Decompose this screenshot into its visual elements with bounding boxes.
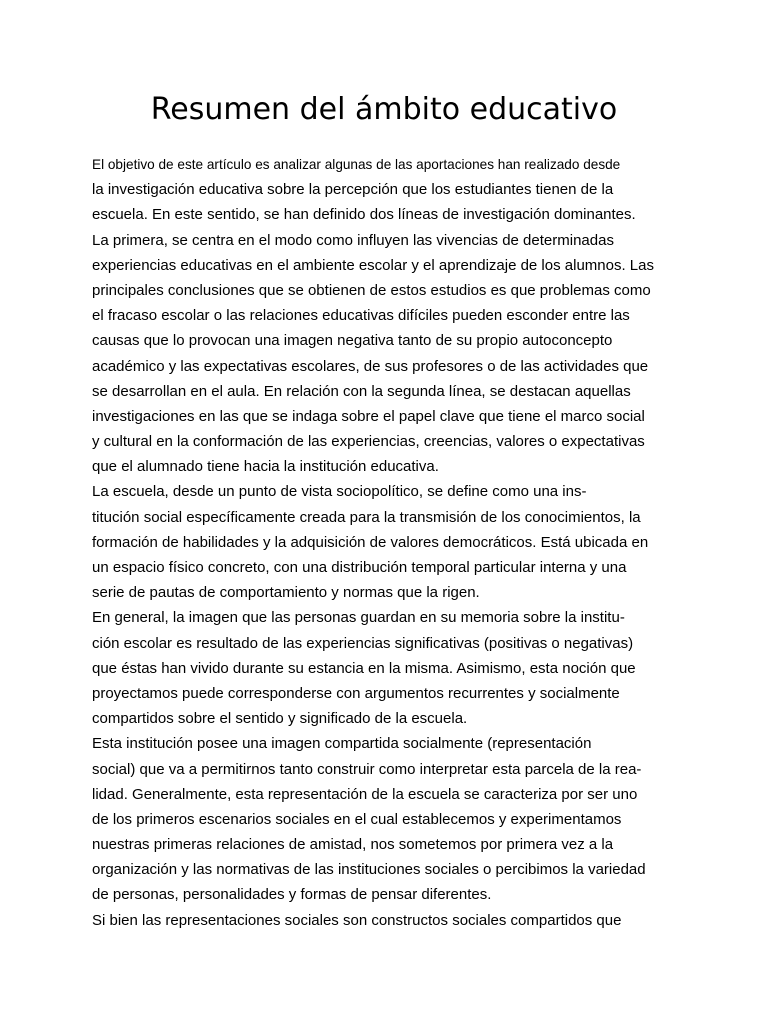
text-line: se desarrollan en el aula. En relación con la segunda línea, se destacan aquellas	[92, 382, 631, 400]
text-line: Si bien las representaciones sociales son constructos sociales compartidos que	[92, 911, 622, 929]
text-line: social) que va a permitirnos tanto construir como interpretar esta parcela de la rea-	[92, 760, 642, 778]
text-line: formación de habilidades y la adquisición de valores democráticos. Está ubicada en	[92, 533, 649, 551]
text-line: proyectamos puede corresponderse con argumentos recurrentes y socialmente	[92, 684, 620, 702]
text-line: lidad. Generalmente, esta representación de la escuela se caracteriza por ser uno	[92, 785, 638, 803]
text-line: académico y las expectativas escolares, de sus profesores o de las actividades que	[92, 357, 649, 375]
text-line: un espacio físico concreto, con una distribución temporal particular interna y una	[92, 559, 627, 576]
text-line: causas que lo provocan una imagen negativa tanto de su propio autoconcepto	[92, 332, 613, 350]
text-line: y cultural en la conformación de las experiencias, creencias, valores o expectativas	[92, 433, 645, 451]
text-line: compartidos sobre el sentido y significado de la escuela.	[92, 710, 468, 728]
text-line: titución social específicamente creada para la transmisión de los conocimientos, la	[92, 508, 641, 526]
text-line: que el alumnado tiene hacia la institución educativa.	[92, 458, 439, 476]
text-line: que éstas han vivido durante su estancia en la misma. Asimismo, esta noción que	[92, 659, 636, 677]
text-line: principales conclusiones que se obtienen de estos estudios es que problemas como	[92, 281, 651, 299]
document-title: Resumen del ámbito educativo	[150, 92, 618, 127]
text-line: investigaciones en las que se indaga sobre el papel clave que tiene el marco social	[92, 407, 645, 425]
text-line: experiencias educativas en el ambiente escolar y el aprendizaje de los alumnos. Las	[92, 256, 654, 274]
text-line: el fracaso escolar o las relaciones educativas difíciles pueden esconder entre las	[92, 307, 630, 325]
text-line: de los primeros escenarios sociales en el cual establecemos y experimentamos	[92, 810, 622, 828]
document-body	[92, 152, 672, 933]
text-line: la investigación educativa sobre la percepción que los estudiantes tienen de la	[92, 181, 614, 199]
text-line: El objetivo de este artículo es analizar algunas de las aportaciones han realizado desde	[92, 157, 621, 172]
text-line: La escuela, desde un punto de vista sociopolítico, se define como una ins-	[92, 483, 587, 501]
text-line: Esta institución posee una imagen compartida socialmente (representación	[92, 735, 592, 753]
text-line: organización y las normativas de las instituciones sociales o percibimos la variedad	[92, 861, 646, 879]
text-line: nuestras primeras relaciones de amistad, nos sometemos por primera vez a la	[92, 836, 614, 854]
text-line: serie de pautas de comportamiento y normas que la rigen.	[92, 584, 480, 602]
text-line: La primera, se centra en el modo como influyen las vivencias de determinadas	[92, 231, 614, 249]
text-line: escuela. En este sentido, se han definido dos líneas de investigación dominantes.	[92, 206, 636, 224]
text-line: En general, la imagen que las personas guardan en su memoria sobre la institu-	[92, 609, 625, 627]
text-line: ción escolar es resultado de las experiencias significativas (positivas o negativas)	[92, 634, 634, 652]
text-line: de personas, personalidades y formas de pensar diferentes.	[92, 886, 492, 904]
